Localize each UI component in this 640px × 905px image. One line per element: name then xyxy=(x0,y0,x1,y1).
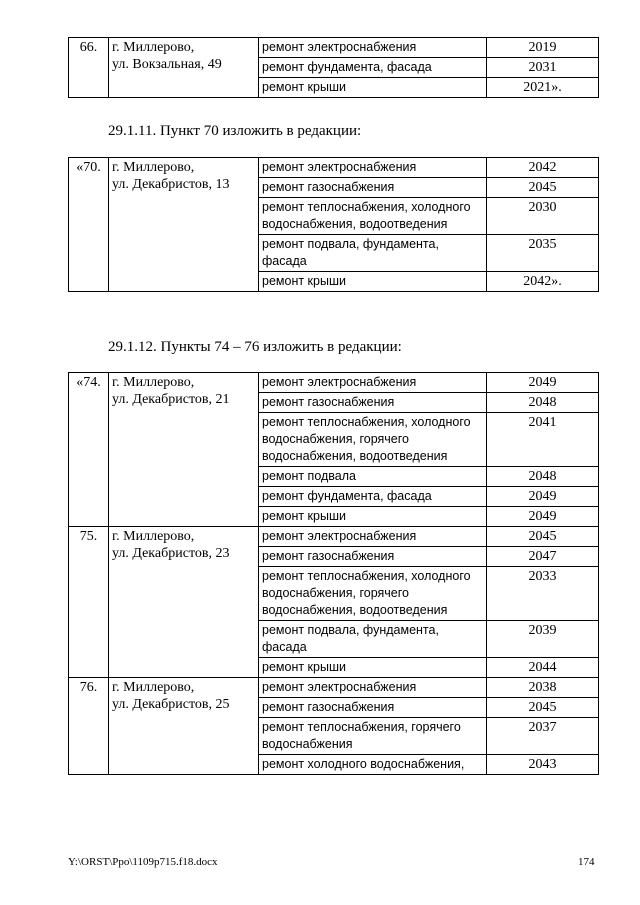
item-number: «74. xyxy=(69,373,109,527)
table-item-70 xyxy=(68,157,599,292)
table-row xyxy=(69,527,599,547)
work-type: ремонт теплоснабжения, холодного водоснабжения, водоотведения xyxy=(259,198,487,235)
work-type: ремонт электроснабжения xyxy=(259,373,487,393)
footer-page-number: 174 xyxy=(578,856,595,868)
table-items-74-76 xyxy=(68,372,599,775)
work-type: ремонт теплоснабжения, холодного водоснабжения, горячего водоснабжения, водоотведения xyxy=(259,567,487,621)
work-type: ремонт электроснабжения xyxy=(259,527,487,547)
work-year: 2030 xyxy=(487,198,599,235)
work-type: ремонт электроснабжения xyxy=(259,38,487,58)
item-number: «70. xyxy=(69,158,109,292)
work-year: 2039 xyxy=(487,621,599,658)
work-type: ремонт подвала, фундамента, фасада xyxy=(259,235,487,272)
address-street: ул. Декабристов, 13 xyxy=(112,177,230,192)
table-body xyxy=(69,373,599,775)
work-year: 2031 xyxy=(487,58,599,78)
work-type: ремонт крыши xyxy=(259,658,487,678)
work-type: ремонт подвала, фундамента, фасада xyxy=(259,621,487,658)
work-year: 2048 xyxy=(487,467,599,487)
table-body xyxy=(69,158,599,292)
work-type: ремонт теплоснабжения, холодного водоснабжения, горячего водоснабжения, водоотведения xyxy=(259,413,487,467)
table-row xyxy=(69,678,599,698)
table-row xyxy=(69,373,599,393)
table-row xyxy=(69,38,599,58)
work-type: ремонт газоснабжения xyxy=(259,178,487,198)
section-heading-29-1-11: 29.1.11. Пункт 70 изложить в редакции: xyxy=(108,123,362,139)
item-number: 76. xyxy=(69,678,109,775)
table-item-66 xyxy=(68,37,599,98)
work-year: 2037 xyxy=(487,718,599,755)
work-type: ремонт крыши xyxy=(259,78,487,98)
table-body xyxy=(69,38,599,98)
work-year: 2048 xyxy=(487,393,599,413)
work-year: 2049 xyxy=(487,507,599,527)
work-year: 2042 xyxy=(487,158,599,178)
work-type: ремонт холодного водоснабжения, xyxy=(259,755,487,775)
work-type: ремонт газоснабжения xyxy=(259,547,487,567)
table-row xyxy=(69,158,599,178)
address-cell xyxy=(109,678,259,775)
work-year: 2045 xyxy=(487,698,599,718)
work-year: 2043 xyxy=(487,755,599,775)
work-type: ремонт теплоснабжения, горячего водоснабжения xyxy=(259,718,487,755)
work-year: 2047 xyxy=(487,547,599,567)
work-type: ремонт фундамента, фасада xyxy=(259,58,487,78)
work-type: ремонт крыши xyxy=(259,272,487,292)
work-year: 2049 xyxy=(487,487,599,507)
work-year: 2042». xyxy=(487,272,599,292)
work-type: ремонт электроснабжения xyxy=(259,678,487,698)
address-city: г. Миллерово, xyxy=(112,375,195,390)
work-year: 2019 xyxy=(487,38,599,58)
work-year: 2033 xyxy=(487,567,599,621)
address-city: г. Миллерово, xyxy=(112,529,195,544)
work-type: ремонт крыши xyxy=(259,507,487,527)
address-street: ул. Декабристов, 25 xyxy=(112,697,230,712)
work-year: 2045 xyxy=(487,178,599,198)
footer-file-path: Y:\ORST\Ppo\1109p715.f18.docx xyxy=(68,856,218,868)
section-heading-29-1-12: 29.1.12. Пункты 74 – 76 изложить в редакции: xyxy=(108,339,402,355)
work-year: 2041 xyxy=(487,413,599,467)
work-year: 2045 xyxy=(487,527,599,547)
item-number: 66. xyxy=(69,38,109,98)
address-cell xyxy=(109,527,259,678)
work-year: 2021». xyxy=(487,78,599,98)
work-year: 2035 xyxy=(487,235,599,272)
item-number: 75. xyxy=(69,527,109,678)
address-street: ул. Декабристов, 21 xyxy=(112,392,230,407)
address-city: г. Миллерово, xyxy=(112,40,195,55)
address-city: г. Миллерово, xyxy=(112,160,195,175)
address-city: г. Миллерово, xyxy=(112,680,195,695)
work-type: ремонт газоснабжения xyxy=(259,393,487,413)
work-type: ремонт электроснабжения xyxy=(259,158,487,178)
address-cell xyxy=(109,373,259,527)
address-cell xyxy=(109,158,259,292)
address-cell xyxy=(109,38,259,98)
work-year: 2038 xyxy=(487,678,599,698)
work-year: 2049 xyxy=(487,373,599,393)
work-type: ремонт фундамента, фасада xyxy=(259,487,487,507)
address-street: ул. Декабристов, 23 xyxy=(112,546,230,561)
work-type: ремонт подвала xyxy=(259,467,487,487)
work-type: ремонт газоснабжения xyxy=(259,698,487,718)
address-street: ул. Вокзальная, 49 xyxy=(112,57,222,72)
work-year: 2044 xyxy=(487,658,599,678)
